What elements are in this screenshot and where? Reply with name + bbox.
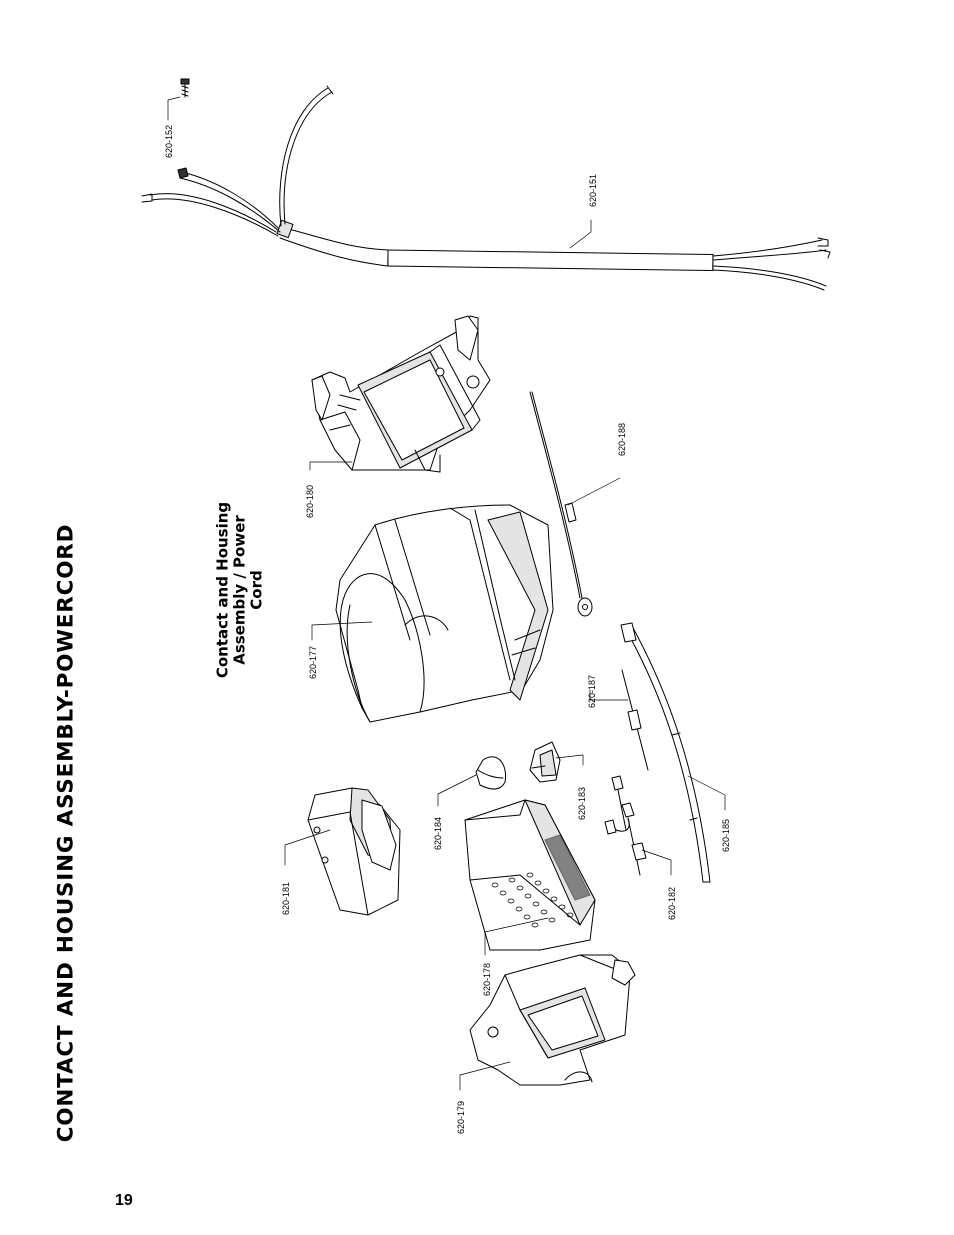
label-620-188: 620-188 — [617, 422, 627, 456]
label-620-183: 620-183 — [577, 786, 587, 820]
caption-line-1: Contact and Housing — [213, 501, 232, 679]
label-620-187: 620-187 — [587, 674, 597, 708]
power-cord-part — [142, 86, 830, 290]
transformer-part — [308, 788, 400, 915]
cap-part — [476, 757, 506, 789]
page-title: CONTACT AND HOUSING ASSEMBLY-POWERCORD — [53, 523, 79, 1143]
base-bracket-part — [470, 955, 635, 1085]
caption-line-2: Assembly / Power — [230, 515, 249, 665]
label-620-182: 620-182 — [667, 886, 677, 920]
fuse-part — [622, 670, 648, 770]
label-620-178: 620-178 — [482, 962, 492, 996]
thermostat-lead-part — [605, 776, 646, 875]
label-620-152: 620-152 — [164, 124, 174, 158]
label-620-177: 620-177 — [308, 645, 318, 679]
page-number: 19 — [115, 1192, 133, 1209]
label-620-179: 620-179 — [456, 1100, 466, 1134]
heater-box-part — [465, 800, 595, 950]
label-620-181: 620-181 — [281, 881, 291, 915]
caption-line-3: Cord — [247, 570, 266, 610]
label-620-151: 620-151 — [588, 173, 598, 207]
label-620-180: 620-180 — [305, 484, 315, 518]
clip-part — [530, 742, 560, 782]
label-620-184: 620-184 — [433, 816, 443, 850]
housing-cylinder-part — [336, 505, 553, 722]
label-620-185: 620-185 — [721, 818, 731, 852]
heating-element-part — [621, 623, 710, 882]
screw-part — [181, 79, 189, 97]
upper-bracket-part — [312, 316, 490, 472]
